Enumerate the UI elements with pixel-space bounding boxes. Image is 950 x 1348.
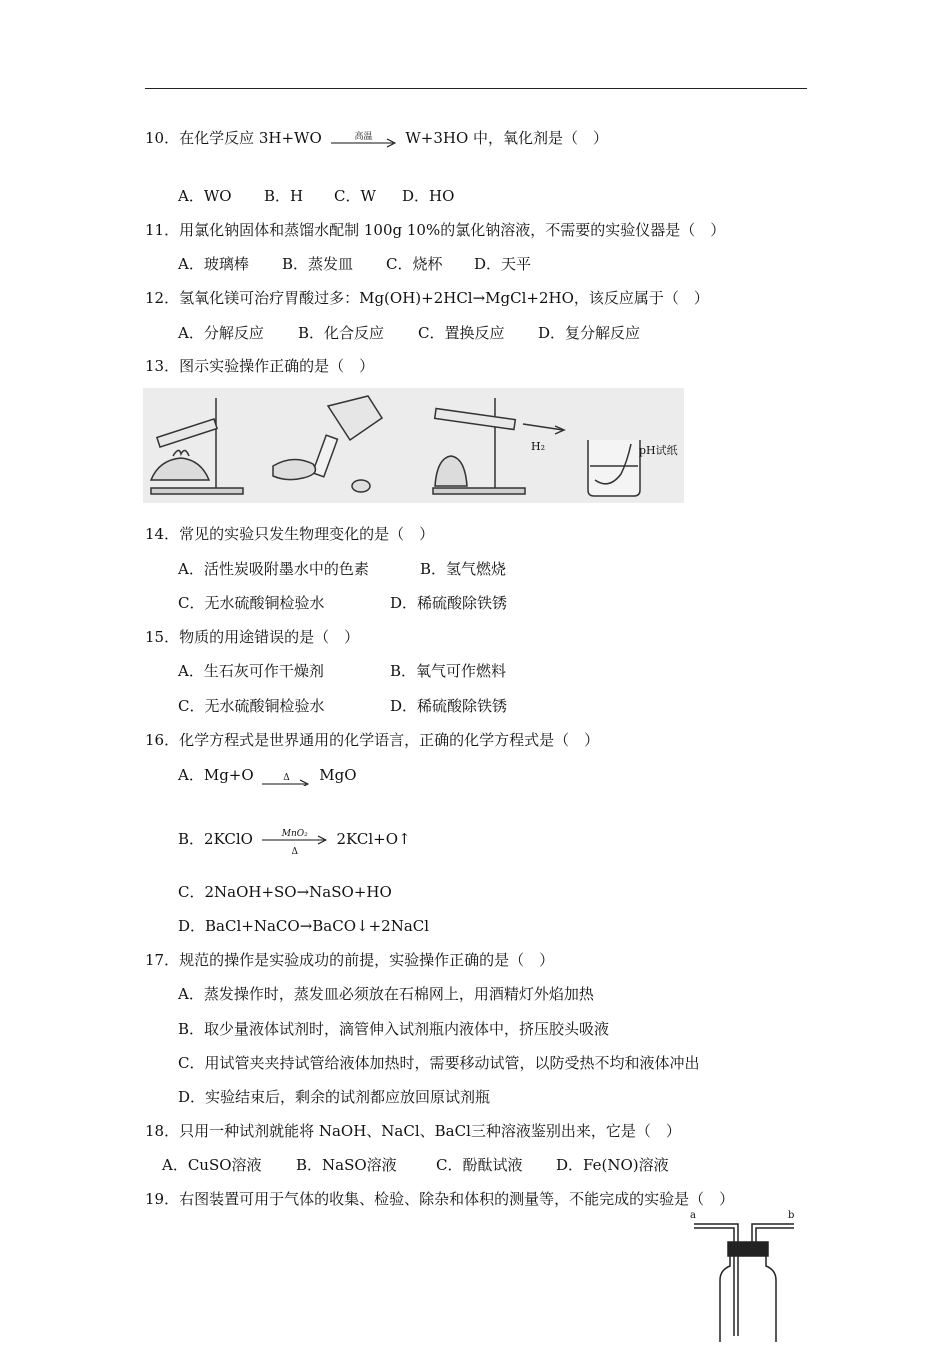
question-17-option-b: B．取少量液体试剂时，滴管伸入试剂瓶内液体中，挤压胶头吸液 bbox=[178, 1020, 610, 1038]
question-12-stem: 12．氢氧化镁可治疗胃酸过多：Mg(OH)+2HCl→MgCl+2HO，该反应属于（ ） bbox=[145, 289, 709, 307]
question-10-stem: 10．在化学反应 3H+WO 高温 W+3HO 中，氧化剂是（ ） bbox=[145, 129, 609, 147]
question-11-options: A．玻璃棒 B．蒸发皿 C．烧杯 D．天平 bbox=[178, 255, 532, 273]
question-16-option-b: B．2KClO MnO₂ Δ 2KCl+O↑ bbox=[178, 826, 411, 854]
port-b-label: b bbox=[788, 1210, 795, 1221]
question-17-option-d: D．实验结束后，剩余的试剂都应放回原试剂瓶 bbox=[178, 1088, 491, 1106]
question-18-options: A．CuSO溶液 B．NaSO溶液 C．酚酞试液 D．Fe(NO)溶液 bbox=[162, 1156, 669, 1174]
question-19-stem: 19．右图装置可用于气体的收集、检验、除杂和体积的测量等，不能完成的实验是（ ） bbox=[145, 1190, 735, 1208]
h2-label: H₂ bbox=[531, 440, 546, 453]
question-17-option-a: A．蒸发操作时，蒸发皿必须放在石棉网上，用酒精灯外焰加热 bbox=[178, 985, 594, 1003]
question-15-stem: 15．物质的用途错误的是（ ） bbox=[145, 628, 360, 646]
header-rule bbox=[145, 88, 807, 89]
question-17-option-c: C．用试管夹夹持试管给液体加热时，需要移动试管，以防受热不均和液体冲出 bbox=[178, 1054, 700, 1072]
question-15-options-ab: A．生石灰可作干燥剂 B．氧气可作燃料 bbox=[178, 662, 507, 680]
question-12-options: A．分解反应 B．化合反应 C．置换反应 D．复分解反应 bbox=[178, 324, 641, 342]
question-15-options-cd: C．无水硫酸铜检验水 D．稀硫酸除铁锈 bbox=[178, 697, 508, 715]
question-13-stem: 13．图示实验操作正确的是（ ） bbox=[145, 357, 375, 375]
reaction-arrow: 高温 bbox=[329, 129, 399, 149]
ph-paper-label: pH试纸 bbox=[639, 444, 678, 457]
port-a-label: a bbox=[690, 1210, 696, 1221]
question-17-stem: 17．规范的操作是实验成功的前提，实验操作正确的是（ ） bbox=[145, 951, 555, 969]
question-14-options-cd: C．无水硫酸铜检验水 D．稀硫酸除铁锈 bbox=[178, 594, 508, 612]
catalyst-arrow: MnO₂ Δ bbox=[260, 826, 330, 854]
heat-arrow: Δ bbox=[260, 766, 312, 786]
gas-bottle-apparatus bbox=[686, 1208, 802, 1344]
question-16-option-c: C．2NaOH+SO→NaSO+HO bbox=[178, 883, 392, 901]
question-14-options-ab: A．活性炭吸附墨水中的色素 B．氢气燃烧 bbox=[178, 560, 507, 578]
question-18-stem: 18．只用一种试剂就能将 NaOH、NaCl、BaCl三种溶液鉴别出来，它是（ ） bbox=[145, 1122, 681, 1140]
question-16-stem: 16．化学方程式是世界通用的化学语言，正确的化学方程式是（ ） bbox=[145, 731, 600, 749]
lab-operations-figure bbox=[143, 388, 684, 503]
question-11-stem: 11．用氯化钠固体和蒸馏水配制 100g 10%的氯化钠溶液，不需要的实验仪器是（ ） bbox=[145, 221, 726, 239]
question-16-option-d: D．BaCl+NaCO→BaCO↓+2NaCl bbox=[178, 917, 430, 935]
question-10-options: A．WO B．H C．W D．HO bbox=[178, 187, 455, 205]
question-14-stem: 14．常见的实验只发生物理变化的是（ ） bbox=[145, 525, 435, 543]
question-16-option-a: A．Mg+O Δ MgO bbox=[178, 765, 357, 786]
